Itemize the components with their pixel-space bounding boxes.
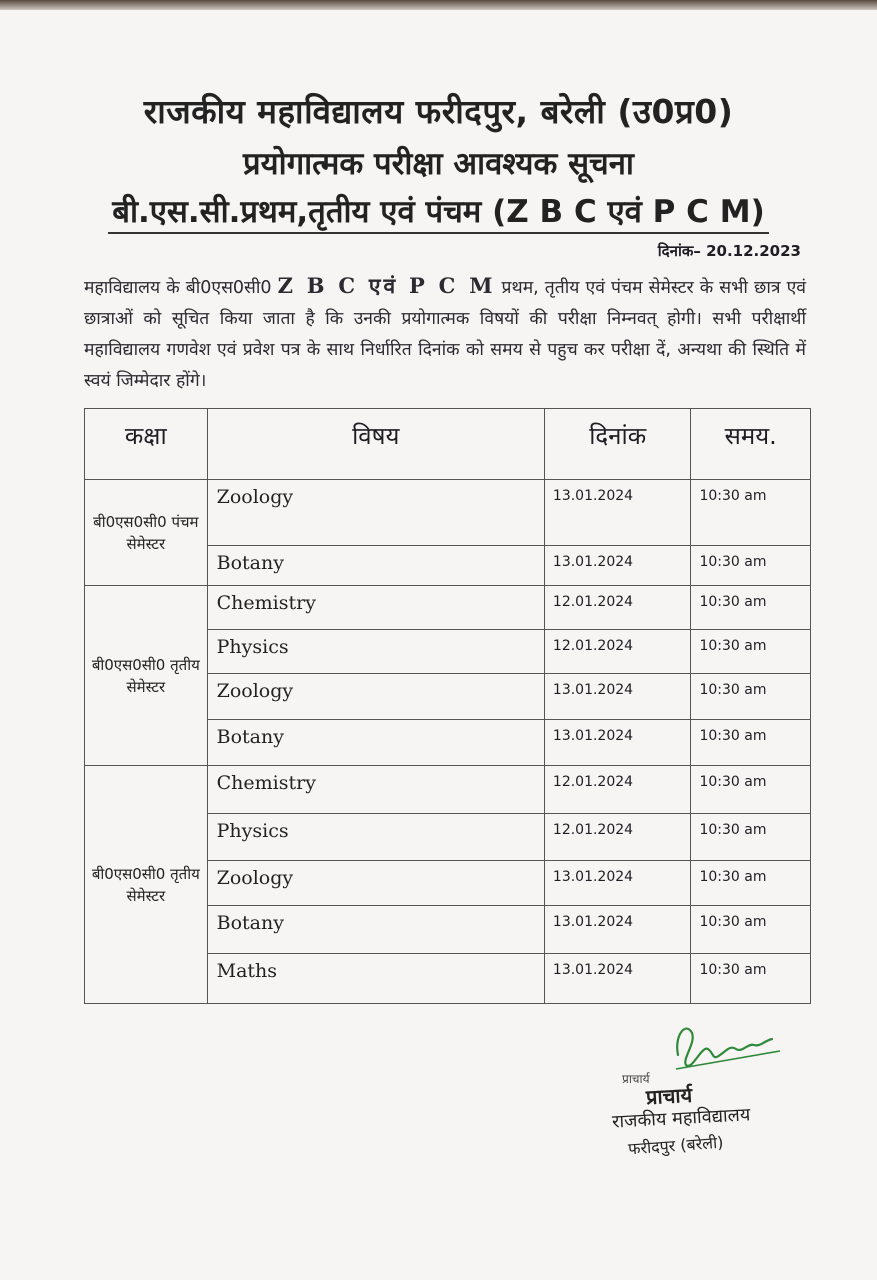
notice-paragraph [84, 270, 806, 397]
course-title [0, 190, 877, 232]
date-cell: 13.01.2024 [544, 906, 691, 954]
subject-cell: Botany [207, 906, 544, 954]
subject-cell: Botany [207, 720, 544, 766]
time-cell: 10:30 am [691, 954, 811, 1004]
time-cell: 10:30 am [691, 586, 811, 630]
subject-cell: Physics [207, 630, 544, 674]
table-header-row [85, 409, 811, 480]
header-class: कक्षा [85, 409, 208, 480]
time-cell: 10:30 am [691, 861, 811, 906]
time-cell: 10:30 am [691, 480, 811, 546]
date-cell: 12.01.2024 [544, 814, 691, 861]
time-cell: 10:30 am [691, 814, 811, 861]
course-title-text: बी.एस.सी.प्रथम,तृतीय एवं पंचम (Z B C एवं P C M) [108, 194, 769, 234]
college-title: राजकीय महाविद्यालय फरीदपुर, बरेली (उ0प्र0) [143, 92, 734, 131]
class-cell: बी0एस0सी0 पंचम सेमेस्टर [85, 480, 208, 586]
exam-schedule-table [84, 408, 811, 1004]
subject-cell: Maths [207, 954, 544, 1004]
table-row [85, 766, 811, 814]
signature-label-small: प्राचार्य [622, 1072, 650, 1086]
subject-cell: Chemistry [207, 586, 544, 630]
time-cell: 10:30 am [691, 720, 811, 766]
subject-cell: Physics [207, 814, 544, 861]
header-time: समय. [691, 409, 811, 480]
table-row [85, 586, 811, 630]
principal-location: फरीदपुर (बरेली) [627, 1132, 724, 1159]
signature-underline [676, 1051, 780, 1069]
subject-cell: Zoology [207, 480, 544, 546]
notice-title: प्रयोगात्मक परीक्षा आवश्यक सूचना [243, 146, 634, 182]
time-cell: 10:30 am [691, 906, 811, 954]
date-cell: 13.01.2024 [544, 674, 691, 720]
date-cell: 12.01.2024 [544, 586, 691, 630]
date-cell: 13.01.2024 [544, 861, 691, 906]
time-cell: 10:30 am [691, 766, 811, 814]
time-cell: 10:30 am [691, 546, 811, 586]
paragraph-part1: महाविद्यालय के बी0एस0सी0 [84, 278, 278, 298]
time-cell: 10:30 am [691, 630, 811, 674]
date-cell: 13.01.2024 [544, 954, 691, 1004]
paragraph-course-codes: Z B C एवं P C M [277, 273, 496, 298]
class-cell: बी0एस0सी0 तृतीय सेमेस्टर [85, 766, 208, 1004]
date-cell: 13.01.2024 [544, 480, 691, 546]
header-date: दिनांक [544, 409, 691, 480]
subject-cell: Zoology [207, 861, 544, 906]
table-row [85, 480, 811, 546]
subject-cell: Botany [207, 546, 544, 586]
paragraph-part2: प्रथम, तृतीय एवं पंचम सेमेस्टर के सभी छात्र एवं छात्राओं को सूचित किया जाता है कि उनकी प्रयोगात्मक विषयों की परीक्षा निम्नवत् होगी। सभी परीक्षार्थी महाविद्यालय गणवेश एवं प्रवेश पत्र के साथ निर्धारित दिनांक को समय से पहुच कर परीक्षा दें, अन्यथा की स्थिति में स्वयं जिम्मेदार होंगे। [84, 278, 807, 391]
subject-cell: Chemistry [207, 766, 544, 814]
date-cell: 12.01.2024 [544, 766, 691, 814]
time-cell: 10:30 am [691, 674, 811, 720]
date-cell: 13.01.2024 [544, 720, 691, 766]
class-cell: बी0एस0सी0 तृतीय सेमेस्टर [85, 586, 208, 766]
subject-cell: Zoology [207, 674, 544, 720]
principal-title: प्राचार्य [645, 1082, 693, 1110]
notice-date: दिनांक– 20.12.2023 [657, 242, 801, 260]
principal-college: राजकीय महाविद्यालय [611, 1104, 751, 1133]
top-edge-shadow [0, 0, 877, 10]
date-cell: 13.01.2024 [544, 546, 691, 586]
principal-signature-mark [668, 1015, 788, 1075]
date-cell: 12.01.2024 [544, 630, 691, 674]
header-subject: विषय [207, 409, 544, 480]
